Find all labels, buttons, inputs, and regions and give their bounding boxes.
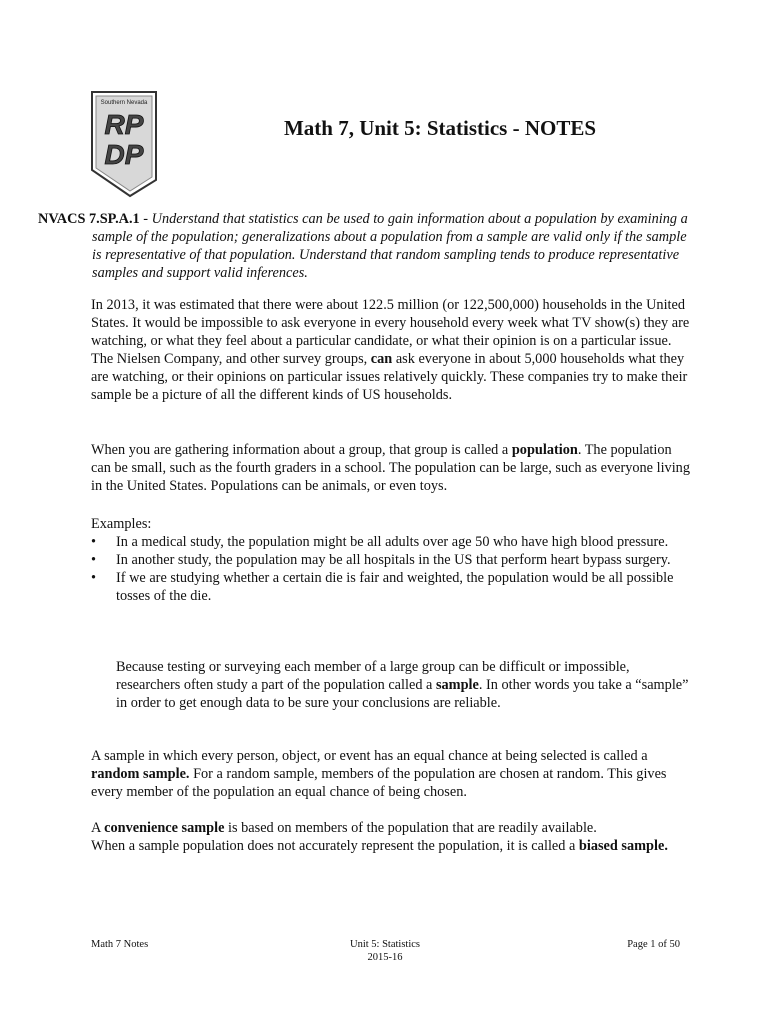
random-sample-term: random sample.: [91, 766, 190, 782]
logo-dp-text: DP: [104, 139, 144, 170]
page-title: Math 7, Unit 5: Statistics - NOTES: [283, 116, 597, 140]
logo-rp-text: RP: [104, 109, 144, 140]
footer-left: Math 7 Notes: [91, 939, 149, 950]
households-bold-can: can: [370, 351, 393, 367]
convenience-sample-paragraph: [91, 819, 691, 855]
random-sample-paragraph: [91, 747, 691, 801]
examples-heading: Examples:: [91, 516, 152, 532]
list-item: • In a medical study, the population might be all adults over age 50 who have high blood pressure.: [91, 533, 691, 551]
rpdp-logo: [86, 88, 160, 198]
sample-text-2: . In other words you take a “sample” in order to get enough data to be sure your conclusions are reliable.: [116, 677, 689, 711]
list-item: • If we are studying whether a certain die is fair and weighted, the population would be all possible tosses of the die.: [91, 569, 691, 605]
footer-unit: Unit 5: Statistics: [349, 939, 420, 950]
households-text-1: In 2013, it was estimated that there were about 122.5 million (or 122,500,000) households in the United States. It would be impossible to ask everyone in every household every week what TV show(s) they are watching, or what they feel about a particular candidate, or what their opinion is on a particular issue. The Nielsen Company, and other survey groups,: [91, 297, 690, 367]
population-paragraph: [91, 441, 691, 495]
examples-list: [91, 533, 691, 605]
population-term: population: [511, 442, 578, 458]
households-text-2: ask everyone in about 5,000 households what they are watching, or their opinions on particular issues relatively quickly. These companies try to make their sample be a picture of all the different kinds of US households.: [91, 351, 688, 403]
population-text-2: . The population can be small, such as the fourth graders in a school. The population can be large, such as everyone living in the United States. Populations can be animals, or even toys.: [91, 442, 690, 494]
page-number: Page 1 of 50: [627, 939, 680, 950]
convenience-text-1: A: [91, 820, 105, 836]
biased-text: When a sample population does not accurately represent the population, it is called a: [91, 838, 579, 854]
sample-text-1: Because testing or surveying each member of a large group can be difficult or impossible, researchers often study a part of the population called a: [116, 659, 630, 693]
convenience-text-2: is based on members of the population that are readily available.: [224, 820, 597, 836]
footer-year: 2015-16: [367, 952, 403, 963]
standard-block: [38, 210, 698, 282]
list-item: • In another study, the population may be all hospitals in the US that perform heart bypass surgery.: [91, 551, 691, 569]
population-text-1: When you are gathering information about a group, that group is called a: [91, 442, 512, 458]
biased-sample-term: biased sample.: [578, 838, 668, 854]
standard-code: NVACS 7.SP.A.1: [38, 211, 140, 227]
sample-paragraph: [116, 658, 691, 712]
examples-block: [91, 515, 691, 605]
random-text-2: For a random sample, members of the population are chosen at random. This gives every member of the population an equal chance of being chosen.: [91, 766, 667, 800]
standard-separator: -: [139, 211, 152, 227]
standard-text: Understand that statistics can be used to gain information about a population by examining a sample of the population; generalizations about a population from a sample are valid only if the sample is representative of that population. Understand that random sampling tends to produce representative samples and support valid inferences.: [92, 211, 688, 281]
random-text-1: A sample in which every person, object, or event has an equal chance at being selected is called a: [91, 748, 648, 764]
footer-center: [300, 938, 470, 964]
logo-small-text: Southern Nevada: [100, 100, 148, 106]
convenience-sample-term: convenience sample: [104, 820, 225, 836]
households-paragraph: [91, 296, 691, 404]
sample-term: sample: [435, 677, 479, 693]
